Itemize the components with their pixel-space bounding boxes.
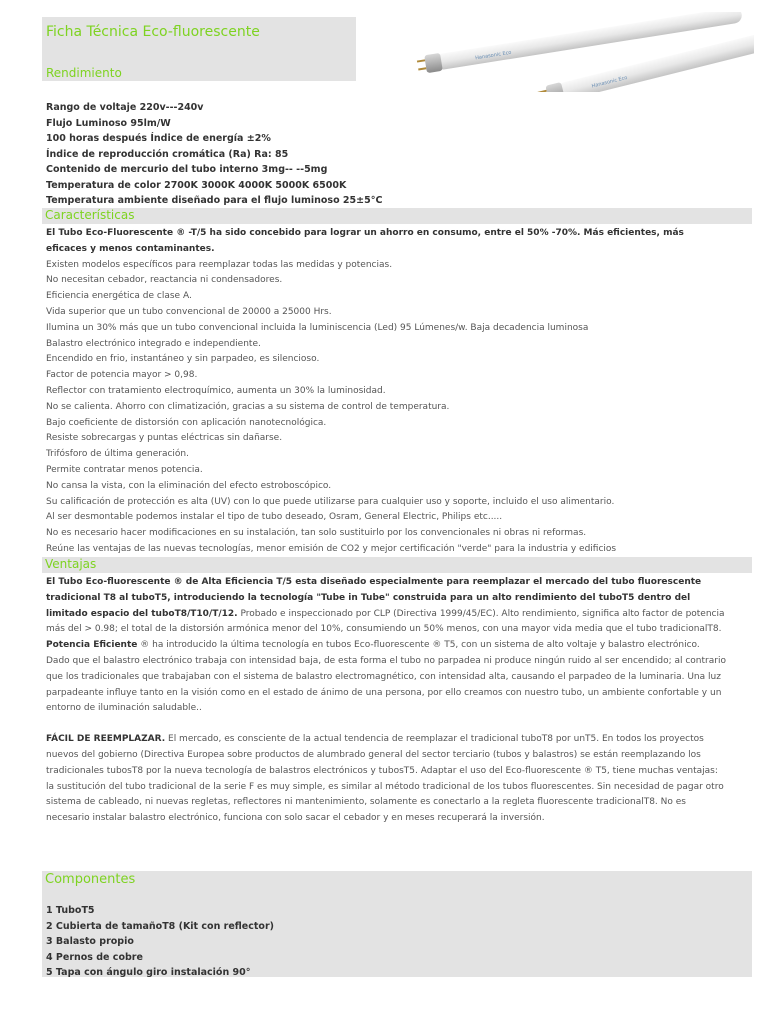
caracteristica-item: No necesitan cebador, reactancia ni condensadores.: [46, 275, 283, 286]
page-title: Ficha Técnica Eco-fluorescente: [46, 24, 260, 40]
caracteristica-item: Factor de potencia mayor > 0,98.: [46, 370, 198, 381]
ventajas-paragraph-4: [46, 732, 726, 827]
caracteristica-item: Encendido en frio, instantáneo y sin parpadeo, es silencioso.: [46, 354, 320, 365]
caracteristica-item: Ilumina un 30% más que un tubo convencional incluida la luminiscencia (Led) 95 Lúmenes/w. Baja decadencia luminosa: [46, 322, 589, 333]
ventajas-paragraph-3: Dado que el balastro electrónico trabaja con intensidad baja, de esta forma el tubo no parpadea ni produce ningún ruido al ser encendido; al contrario que los tradicionales que trabajaban con el sistema de balastro electromagnético, con intensidad alta, causando el parpadeo de la luminaria. Una luz parpadeante influye tanto en la visión como en el estado de ánimo de una persona, por ello creamos con nuestro tubo, un ambiente confortable y un entorno de iluminación saludable..: [46, 655, 726, 714]
spec-item: Índice de reproducción cromática (Ra) Ra: 85: [46, 148, 289, 160]
caracteristica-item: No es necesario hacer modificaciones en su instalación, tan solo sustituirlo por los convencionales ni obras ni reformas.: [46, 528, 587, 539]
caracteristica-item: Balastro electrónico integrado e independiente.: [46, 338, 261, 349]
ventajas-p2-bold: Potencia Eficiente: [46, 640, 138, 651]
ventajas-p2-text: ® ha introducido la última tecnología en tubos Eco-fluorescente ® T5, con un sistema de alto voltaje y balastro electrónico.: [137, 640, 700, 651]
caracteristica-item: Existen modelos específicos para reemplazar todas las medidas y potencias.: [46, 259, 393, 270]
componente-item: 2 Cubierta de tamañoT8 (Kit con reflector): [46, 920, 274, 932]
caracteristica-item: Trifósforo de última generación.: [46, 449, 189, 460]
caracteristicas-intro: El Tubo Eco-Fluorescente ® -T/5 ha sido concebido para lograr un ahorro en consumo, entre el 50% -70%. Más eficientes, más eficaces y menos contaminantes.: [46, 228, 684, 254]
caracteristica-item: Resiste sobrecargas y puntas eléctricas sin dañarse.: [46, 433, 283, 444]
caracteristica-item: Vida superior que un tubo convencional de 20000 a 25000 Hrs.: [46, 306, 332, 317]
caracteristica-item: Reúne las ventajas de las nuevas tecnologías, menor emisión de CO2 y mejor certificación "verde" para la industria y edificios: [46, 543, 617, 554]
componente-item: 4 Pernos de cobre: [46, 951, 143, 963]
componente-item: 5 Tapa con ángulo giro instalación 90°: [46, 967, 251, 978]
tube-product-image: [404, 12, 754, 92]
spec-item: Temperatura de color 2700K 3000K 4000K 5000K 6500K: [46, 179, 347, 191]
ventajas-p1-text: Probado e inspeccionado por CLP (Directiva 1999/45/EC). Alto rendimiento, significa alto factor de potencia más del > 0.98; el total de la distorsión armónica menor del 10%, consumiendo un 50% menos, con una mayor vida media que el tubo tradicionalT8.: [46, 608, 725, 635]
section-title-rendimiento: Rendimiento: [46, 66, 122, 80]
caracteristica-item: No se calienta. Ahorro con climatización, gracias a su sistema de control de temperatura.: [46, 401, 450, 412]
spec-item: 100 horas después Índice de energía ±2%: [46, 133, 271, 144]
caracteristica-item: Bajo coeficiente de distorsión con aplicación nanotecnológica.: [46, 417, 327, 428]
componente-item: 1 TuboT5: [46, 905, 95, 916]
brand-text-front: Hanasonic Eco: [591, 74, 629, 90]
brand-text-back: Hanasonic Eco: [474, 49, 512, 62]
specs-list: [46, 100, 726, 209]
spec-item: Contenido de mercurio del tubo interno 3mg-- --5mg: [46, 164, 328, 175]
ventajas-paragraph-1: [46, 575, 726, 638]
section-bar-ventajas: [42, 557, 752, 573]
caracteristica-item: Permite contratar menos potencia.: [46, 464, 203, 475]
ventajas-p1-bold: El Tubo Eco-fluorescente ® de Alta Eficiencia T/5 esta diseñado especialmente para reemplazar el mercado del tubo fluorescente tradicional T8 al tuboT5, introduciendo la tecnología "Tube in Tube" construida para un alto rendimiento del tuboT5 dentro del limitado espacio del tuboT8/T10/T/12.: [46, 577, 702, 619]
section-title-caracteristicas: Características: [45, 208, 135, 222]
ventajas-paragraph-2: [46, 638, 726, 654]
caracteristica-item: Al ser desmontable podemos instalar el tipo de tubo deseado, Osram, General Electric, Philips etc.....: [46, 512, 503, 523]
caracteristicas-body: [46, 226, 726, 558]
spec-item: Rango de voltaje 220v---240v: [46, 102, 204, 113]
section-title-componentes: Componentes: [45, 872, 136, 887]
ventajas-body: [46, 575, 726, 827]
caracteristica-item: Eficiencia energética de clase A.: [46, 291, 192, 302]
caracteristica-item: Su calificación de protección es alta (UV) con lo que puede utilizarse para cualquier uso y soporte, incluido el uso alimentario.: [46, 496, 615, 507]
componente-item: 3 Balasto propio: [46, 936, 134, 947]
spec-item: Flujo Luminoso 95lm/W: [46, 117, 171, 129]
ventajas-p4-bold: FÁCIL DE REEMPLAZAR.: [46, 734, 166, 745]
caracteristica-item: Reflector con tratamiento electroquímico, aumenta un 30% la luminosidad.: [46, 385, 386, 396]
caracteristica-item: No cansa la vista, con la eliminación del efecto estroboscópico.: [46, 480, 332, 491]
componentes-list: [46, 903, 274, 981]
section-bar-caracteristicas: [42, 208, 752, 224]
spec-item: Temperatura ambiente diseñado para el flujo luminoso 25±5°C: [46, 195, 383, 206]
ventajas-p4-text: El mercado, es consciente de la actual tendencia de reemplazar el tradicional tuboT8 por unT5. En todos los proyectos nuevos del gobierno (Directiva Europea sobre productos de alumbrado general del sector terciario (tubos y balastros) se están reemplazando los tradicionales tubosT8 por la nueva tecnología de balastros electrónicos y tubosT5. Adaptar el uso del Eco-fluorescente ® T5, tiene muchas ventajas: la sustitución del tubo tradicional de la serie F es muy simple, es similar al método tradicional de los tubos fluorescentes. Sin necesidad de pagar otro sistema de cableado, ni nuevas regletas, reflectores ni mantenimiento, solamente es conectarlo a la regleta fluorescente tradicionalT8. No es necesario instalar balastro electrónico, funciona con solo sacar el cebador y en meses recuperará la inversión.: [46, 734, 724, 824]
section-title-ventajas: Ventajas: [45, 557, 97, 571]
